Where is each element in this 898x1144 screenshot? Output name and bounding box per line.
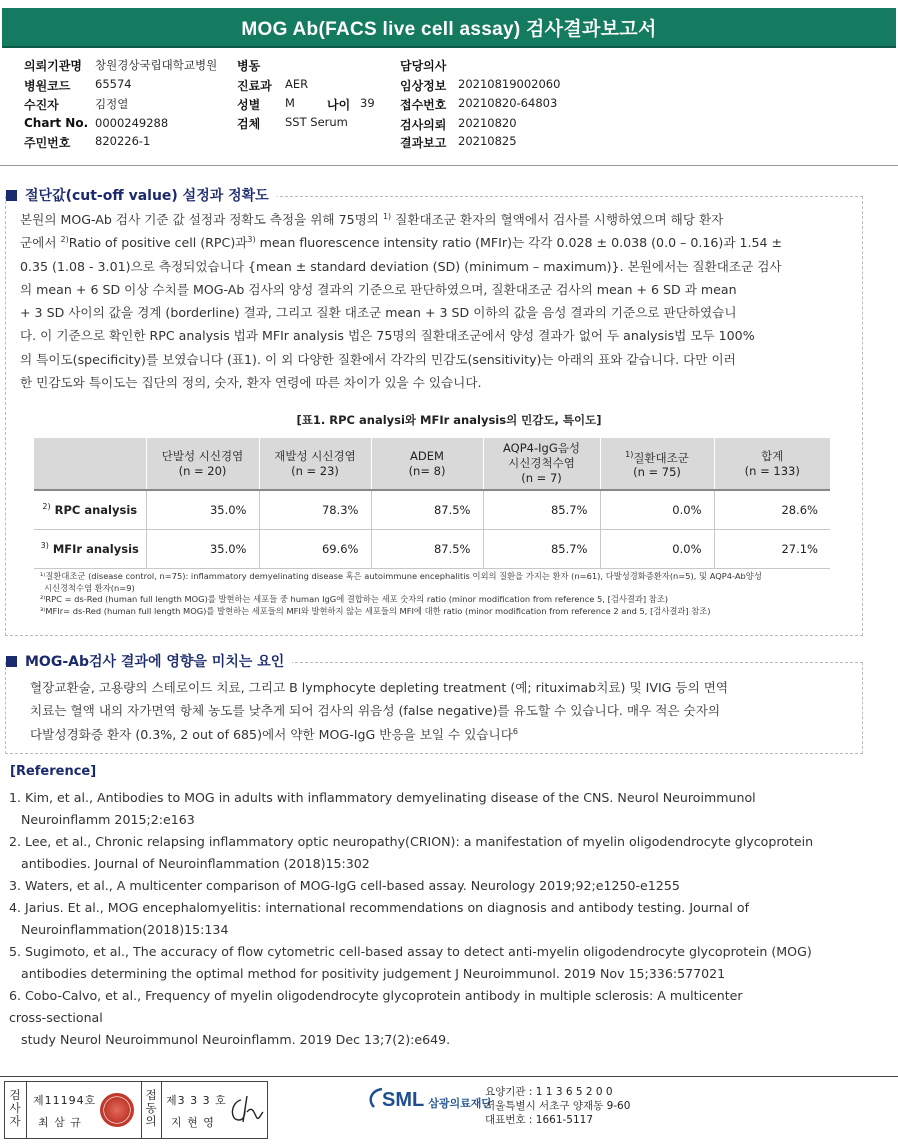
reference-line: study Neurol Neuroimmunol Neuroinflamm. 2019 Dec 13;7(2):e649. — [9, 1032, 451, 1047]
vertical-char: 자 — [9, 1114, 21, 1128]
chart-label: Chart No. — [24, 116, 89, 130]
header-line: ADEM — [410, 448, 444, 463]
reference-line: 3. Waters, et al., A multicenter comparison of MOG-IgG cell-based assay. Neurology 2019;92;e1250-e1255 — [9, 878, 680, 893]
header-line: AQP4-IgG음성 — [503, 441, 580, 455]
patient-name-label: 수진자 — [24, 98, 59, 112]
footnote-line: ³⁾MFIr= ds-Red (human full length MOG)를 발현하는 세포들의 MFI와 발현하지 않는 세포들의 MFI에 대한 ratio (minor modification from reference 2 and 5, [검사결과] 참조) — [40, 605, 711, 616]
paragraph-line: 한 민감도와 특이도는 집단의 정의, 숫자, 환자 연령에 따른 차이가 있을 수 있습니다. — [20, 375, 482, 391]
section1-heading-text: 절단값(cut-off value) 설정과 정확도 — [25, 188, 269, 204]
reference-line: antibodies. Journal of Neuroinflammation (2018)15:302 — [9, 856, 370, 871]
table-cell: 0.0% — [600, 490, 714, 529]
vertical-char: 의 — [145, 1114, 157, 1128]
header-line: 시신경척수염 — [508, 456, 575, 470]
dept-label: 진료과 — [237, 79, 272, 93]
id-value: 820226-1 — [95, 134, 151, 148]
table-cell: 27.1% — [714, 529, 830, 568]
table-cell: 69.6% — [259, 529, 371, 568]
header-line: 단발성 시신경염 — [161, 448, 244, 463]
hospital-code-value: 65574 — [95, 77, 132, 91]
sex-value: M — [285, 96, 295, 110]
physician-label: 담당의사 — [400, 59, 447, 73]
section2-heading-text: MOG-Ab검사 결과에 영향을 미치는 요인 — [25, 654, 285, 670]
paragraph-line: 본원의 MOG-Ab 검사 기준 값 설정과 정확도 측정을 위해 75명의 $^{1)}$ 질환대조군 환자의 혈액에서 검사를 시행하였으며 해당 환자 — [20, 211, 724, 227]
paragraph-line: 의 특이도(specificity)를 보였습니다 (표1). 이 외 다양한 질환에서 각각의 민감도(sensitivity)는 아래의 표와 같습니다. 다만 이러 — [20, 351, 736, 367]
table-cell: 87.5% — [371, 529, 483, 568]
confirm-license: 제3 3 3 호 — [166, 1094, 227, 1107]
footnote-line: ¹⁾질환대조군 (disease control, n=75): inflammatory demyelinating disease 혹은 autoimmune encephalitis 이외의 질환을 가지는 환자 (n=61), 다발성경화증환자(n=5), 및 AQP4-Ab양성 — [40, 571, 762, 581]
specimen-label: 검체 — [237, 117, 261, 131]
footnote-line: 시신경척수염 환자(n=9) — [44, 582, 135, 593]
request-value: 20210820 — [458, 116, 517, 130]
reference-line: 6. Cobo-Calvo, et al., Frequency of myelin oligodendrocyte glycoprotein antibody in multiple sclerosis: A multicenter — [9, 988, 743, 1003]
paragraph-line: 다발성경화증 환자 (0.3%, 2 out of 685)에서 약한 MOG-IgG 반응을 보일 수 있습니다$^6$ — [30, 726, 518, 742]
reference-line: Neuroinflamm 2015;2:e163 — [9, 812, 195, 827]
header-line: 합계 — [761, 448, 784, 463]
specimen-value: SST Serum — [285, 115, 348, 129]
table-caption: [표1. RPC analysi와 MFIr analysis의 민감도, 특이도] — [296, 413, 602, 427]
report-title: MOG Ab(FACS live cell assay) 검사결과보고서 — [241, 18, 657, 40]
inspector-name: 최 삼 규 — [38, 1116, 82, 1129]
organization-info — [485, 1085, 630, 1127]
table-header-cell — [146, 438, 259, 490]
chart-value: 0000249288 — [95, 116, 169, 130]
section1-heading — [6, 185, 277, 205]
paragraph-line: 의 mean + 6 SD 이상 수치를 MOG-Ab 검사의 양성 결과의 기준으로 판단하였으며, 질환대조군 검사의 mean + 6 SD 과 mean — [20, 281, 737, 297]
paragraph-line: 0.35 (1.08 - 3.01)으로 측정되었습니다 {mean ± standard deviation (SD) (minimum – maximum)}. 본원에서는 질환대조군 검사 — [20, 258, 782, 274]
row-header: $^{3)}$ MFIr analysis — [34, 529, 146, 568]
table-header-cell — [600, 438, 714, 490]
logo-name: 삼광의료재단 — [428, 1097, 492, 1110]
row-header: $^{2)}$ RPC analysis — [34, 490, 146, 529]
table-row — [34, 529, 830, 568]
signature-box — [4, 1081, 268, 1139]
table-header-row — [34, 438, 830, 490]
footnote-marker: 2) — [42, 502, 51, 512]
request-label: 검사의뢰 — [400, 118, 447, 132]
receipt-value: 20210820-64803 — [458, 96, 558, 110]
footnote-marker: 3) — [247, 235, 256, 245]
section1-paragraph — [20, 208, 860, 394]
reference-line: 1. Kim, et al., Antibodies to MOG in adults with inflammatory demyelinating disease of the CNS. Neurol Neuroimmunol — [9, 790, 756, 805]
table-cell: 28.6% — [714, 490, 830, 529]
header-line: (n= 8) — [408, 463, 446, 478]
confirm-name: 지 현 영 — [171, 1116, 215, 1129]
receipt-label: 접수번호 — [400, 98, 447, 112]
footnote-marker: 6 — [512, 726, 518, 736]
header-line: (n = 133) — [744, 463, 800, 478]
table-cell: 35.0% — [146, 490, 259, 529]
section2-heading — [6, 651, 292, 671]
sex-label: 성별 — [237, 98, 261, 112]
seal-stamp-icon — [100, 1093, 134, 1127]
table-cell: 87.5% — [371, 490, 483, 529]
reference-list — [9, 787, 889, 1051]
table-cell: 85.7% — [483, 529, 600, 568]
table-row — [34, 490, 830, 529]
logo-mark: SML — [382, 1088, 425, 1111]
report-date-value: 20210825 — [458, 134, 517, 148]
table-cell: 35.0% — [146, 529, 259, 568]
confirm-vertical-label — [144, 1089, 158, 1128]
paragraph-line: 군에서 $^{2)}$Ratio of positive cell (RPC)과$^{3)}$ mean fluorescence intensity ratio (MFIr)는 각각 0.028 ± 0.038 (0.0 – 0.16)과 1.54 ± — [20, 235, 783, 251]
footnote-line: ²⁾RPC = ds-Red (human full length MOG)를 발현하는 세포들 중 human IgG에 결합하는 세포 숫자의 ratio (minor modification from reference 5, [검사결과] 참조) — [40, 594, 669, 604]
reference-line: cross-sectional — [9, 1010, 103, 1025]
table-footnotes — [40, 571, 860, 617]
report-date-label: 결과보고 — [400, 136, 447, 150]
title-bar — [2, 8, 896, 48]
table-header-empty — [34, 438, 146, 490]
header-line: (n = 7) — [521, 471, 562, 485]
id-label: 주민번호 — [24, 136, 71, 150]
ward-label: 병동 — [237, 59, 261, 73]
table-header-cell — [483, 438, 600, 490]
table-header-cell — [259, 438, 371, 490]
footer — [0, 1076, 898, 1144]
institution-label: 의뢰기관명 — [24, 59, 82, 73]
header-line: 재발성 시신경염 — [274, 448, 356, 463]
bullet-square-icon — [6, 190, 17, 201]
header-line: (n = 20) — [178, 463, 227, 478]
vertical-char: 검 — [9, 1088, 21, 1102]
institution-value: 창원경상국립대학교병원 — [95, 58, 218, 72]
vertical-char: 사 — [9, 1101, 21, 1115]
footnote-marker: 2) — [60, 235, 69, 245]
paragraph-line: 치료는 혈액 내의 자가면역 항체 농도를 낮추게 되어 검사의 위음성 (false negative)를 유도할 수 있습니다. 매우 적은 숫자의 — [30, 703, 721, 719]
reference-line: 4. Jarius. Et al., MOG encephalomyelitis: international recommendations on diagnosis and antibody testing. Journal of — [9, 900, 750, 915]
paragraph-line: + 3 SD 사이의 값을 경계 (borderline) 결과, 그리고 질환 대조군 mean + 3 SD 이하의 값을 음성 결과의 기준으로 판단하였습니 — [20, 305, 737, 321]
paragraph-line: 혈장교환술, 고용량의 스테로이드 치료, 그리고 B lymphocyte depleting treatment (예; rituximab치료) 및 IVIG 등의 면역 — [30, 680, 729, 695]
org-code: 요양기관 : 1 1 3 6 5 2 0 0 — [485, 1086, 613, 1098]
sml-logo — [366, 1087, 492, 1113]
org-address: 서울특별시 서초구 양재동 9-60 — [485, 1100, 631, 1112]
vertical-char: 동 — [145, 1101, 157, 1115]
org-phone: 대표번호 : 1661-5117 — [485, 1114, 594, 1126]
vertical-char: 접 — [145, 1088, 157, 1102]
table-cell: 85.7% — [483, 490, 600, 529]
age-value: 39 — [360, 96, 375, 110]
results-table — [34, 438, 830, 569]
reference-line: Neuroinflammation(2018)15:134 — [9, 922, 229, 937]
footnote-marker: 1) — [625, 449, 634, 459]
clinical-value: 20210819002060 — [458, 77, 561, 91]
age-label: 나이 — [327, 98, 351, 112]
reference-line: antibodies determining the optimal method for positivity judgement J Neuroimmunol. 2019 Nov 15;336:577021 — [9, 966, 726, 981]
signature-icon — [227, 1094, 265, 1126]
table-cell: 0.0% — [600, 529, 714, 568]
table-header-cell — [714, 438, 830, 490]
header-line: $^{1)}$질환대조군 — [625, 449, 689, 465]
bullet-square-icon — [6, 656, 17, 667]
header-line: (n = 75) — [633, 465, 681, 480]
table-cell: 78.3% — [259, 490, 371, 529]
paragraph-line: 다. 이 기준으로 확인한 RPC analysis 법과 MFIr analysis 법은 75명의 질환대조군에서 양성 결과가 없어 두 analysis법 모두 100% — [20, 328, 755, 344]
table-header-cell — [371, 438, 483, 490]
reference-heading: [Reference] — [10, 764, 97, 779]
footnote-marker: 3) — [40, 541, 49, 551]
patient-name-value: 김정열 — [95, 97, 129, 111]
clinical-label: 임상정보 — [400, 79, 447, 93]
patient-info — [0, 50, 898, 166]
dept-value: AER — [285, 77, 309, 91]
footnote-marker: 1) — [382, 211, 392, 221]
reference-line: 5. Sugimoto, et al., The accuracy of flow cytometric cell-based assay to detect anti-myelin oligodendrocyte glycoprotein (MOG) — [9, 944, 812, 959]
inspector-vertical-label — [8, 1089, 22, 1128]
inspector-license: 제11194호 — [33, 1094, 97, 1107]
header-line: (n = 23) — [291, 463, 339, 478]
hospital-code-label: 병원코드 — [24, 79, 71, 93]
reference-line: 2. Lee, et al., Chronic relapsing inflammatory optic neuropathy(CRION): a manifestation of myelin oligodendrocyte glycoprotein — [9, 834, 814, 849]
section2-paragraph — [30, 676, 850, 746]
